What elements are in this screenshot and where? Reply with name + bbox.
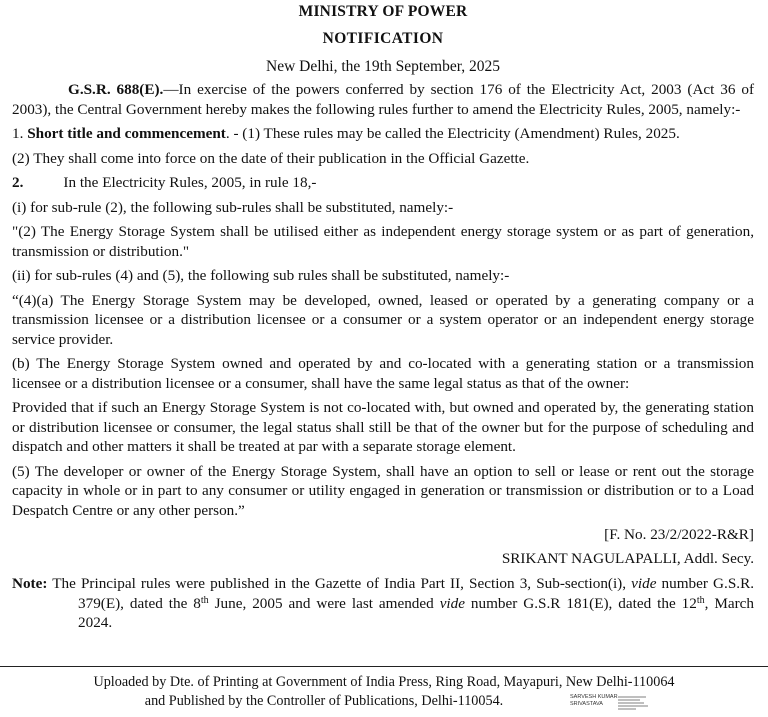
file-number: [F. No. 23/2/2022-R&R] [604,526,754,543]
rule-1-sub-2: (2) They shall come into force on the date of their publication in the Official Gazette. [12,149,530,167]
sub-rule-4a-text: “(4)(a) The Energy Storage System may be developed, owned, leased or operated by a generating company or a transmission licensee or a distribution licensee or a consumer or a system operator or an independent energy storage service provider. [12,291,754,348]
notification-body [12,80,754,573]
note-block [12,574,754,633]
footer-line-2: and Published by the Controller of Publications, Delhi-110054. [144,693,504,709]
note-text: Note: The Principal rules were published in the Gazette of India Part II, Section 3, Sub-section(i), vide number G.S.R. 379(E), dated the 8th June, 2005 and were last amended vide number G.S.R 181(E), dated the 12th, March 2024. [12,575,755,631]
notification-title: NOTIFICATION [322,30,444,47]
note-label: Note: [12,575,48,592]
sub-rule-2-text: "(2) The Energy Storage System shall be utilised either as independent energy storage system or as part of generation, transmission or distribution." [12,223,754,260]
rule-2-item-ii: (ii) for sub-rules (4) and (5), the following sub rules shall be substituted, namely:- [12,267,510,284]
rule-1-sub-1 [12,124,754,144]
signature-scribble-icon [618,695,678,711]
gsr-number: G.S.R. 688(E). [68,81,164,98]
signature-name: SARVESH KUMAR SRIVASTAVA [570,694,618,707]
ministry-heading: MINISTRY OF POWER [298,3,468,20]
preamble-text: —In exercise of the powers conferred by section 176 of the Electricity Act, 2003 (Act 36 of 2003), the Central Government hereby makes the following rules further to amend the Electricity Rules, 2005, namely:- [12,81,754,118]
rule-2-text: In the Electricity Rules, 2005, in rule 18,- [63,174,317,191]
digital-signature [570,694,680,714]
proviso-text: Provided that if such an Energy Storage System is not co-located with, but owned and operated by, the generating station or distribution licensee or consumer, the legal status shall still be that of the owner but for the purpose of scheduling and dispatch and other matters it shall be treated at par with a separate storage element. [12,399,754,455]
rule-1-number: 1. [12,125,24,142]
rule-2-item-i: (i) for sub-rule (2), the following sub-rules shall be substituted, namely:- [12,198,454,216]
signatory: SRIKANT NAGULAPALLI, Addl. Secy. [501,549,754,567]
footer-line-1: Uploaded by Dte. of Printing at Government of India Press, Ring Road, Mayapuri, New Delhi-110064 [93,674,675,690]
sub-rule-5-text: (5) The developer or owner of the Energy Storage System, shall have an option to sell or lease or rent out the storage capacity in whole or in part to any consumer or utility engaged in generation or transmission or distribution or to a Load Despatch Centre or any other person.” [12,462,754,519]
dateline: New Delhi, the 19th September, 2025 [266,58,500,75]
sub-rule-4b-text: (b) The Energy Storage System owned and operated by and co-located with a generating station or a transmission licensee or a distribution licensee or a consumer, shall have the same legal status as that of the owner: [12,355,754,392]
preamble [12,80,754,119]
rule-1-sub-1-text: . - (1) These rules may be called the Electricity (Amendment) Rules, 2025. [225,125,680,142]
rule-2-number: 2. [12,174,24,191]
rule-1-heading: Short title and commencement [27,125,226,142]
rule-2-intro [12,173,754,193]
footer-divider [0,666,768,667]
